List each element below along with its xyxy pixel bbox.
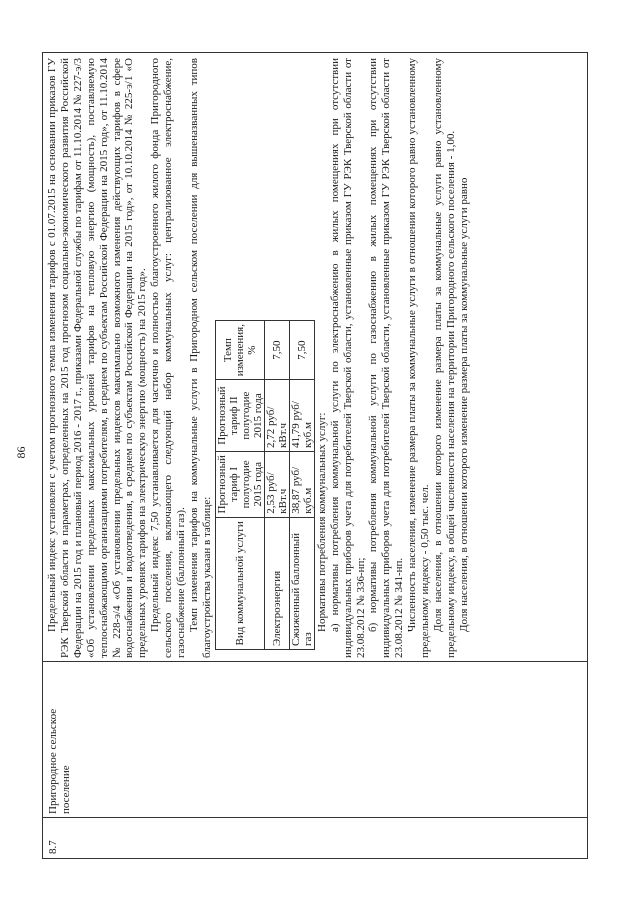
cell-rate: 7,50 — [289, 321, 314, 380]
header-service: Вид коммунальной услуги — [215, 517, 264, 649]
paragraph-index-basis: Предельный индекс установлен с учетом прогнозного темпа изменения тарифов с 01.07.2015 на основании приказов ГУ РЭК Тверской области в параметрах, определенных на 2015 год прогнозом социально-экономического развития Российской Федерации на 2015 год и плановый период 2016 - 2017 г., приказами Федеральной службы по тарифам от 11.10.2014 № 227-э/3 «Об установлении предельных максимальных уровней тарифов на тепловую энергию (мощность), поставляемую теплоснабжающими организациями потребителям, в среднем по субъектам Российской Федерации на 2015 год», от 11.10.2014 № 228-э/4 «Об установлении предельных индексов максимально возможного изменения действующих тарифов в сфере водоснабжения и водоотведения, в среднем по субъектам Российской Федерации на 2015 год», от 10.10.2014 № 225-э/1 «О предельных уровнях тарифов на электрическую энергию (мощность) на 2015 год». — [46, 58, 149, 658]
paragraph-norms-electricity: а) нормативы потребления коммунальной услуги по электроснабжению в жилых помещениях при отсутствии индивидуальных приборов учета для потребителей Тверской области, установленные приказом ГУ РЭК Тверской области от 23.08.2012 № 336-нп; — [328, 58, 367, 658]
settlement-name: Пригородное сельское поселение — [47, 708, 72, 814]
cell-service: Электроэнергия — [264, 517, 289, 649]
header-rate: Темп изменения, % — [215, 321, 264, 380]
row-number: 8.7 — [47, 840, 59, 854]
cell-service: Сжиженный баллонный газ — [289, 517, 314, 649]
paragraph-index-value: Предельный индекс 7,50 устанавливается для частично и полностью благоустроенного жилого фонда Пригородного сельского поселения, включающего следующий набор коммунальных услуг: централизованное электроснабжение, газоснабжение (баллонный газ). — [149, 58, 188, 658]
cell-tariff-h1: 2,53 руб/кВт.ч — [264, 451, 289, 517]
table-header-row — [215, 321, 264, 650]
paragraph-population-share-continued: Доля населения, в отношении которого изменение размера платы за коммунальные услуги равно — [457, 177, 470, 632]
paragraph-norms-title: Нормативы потребления коммунальных услуг: — [315, 412, 328, 632]
paragraph-table-intro: Темп изменения тарифов на коммунальные услуги в Пригородном сельском поселении для вышеназванных типов благоустройства указан в таблице: — [187, 58, 213, 658]
settlement-table — [42, 52, 588, 859]
column-divider — [43, 661, 587, 662]
page-number: 86 — [14, 446, 28, 459]
header-tariff-h1: Прогнозный тариф I полугодие 2015 года — [215, 451, 264, 517]
paragraph-population-share: Доля населения, в отношении которого изменение размера платы за коммунальные услуги равно установленному предельному индексу, в общей численности населения на территории Пригородного сельского поселения - 1,00. — [431, 58, 457, 658]
tariff-change-table — [215, 320, 315, 650]
paragraph-norms-gas: б) нормативы потребления коммунальной услуги по газоснабжению в жилых помещениях при отсутствии индивидуальных приборов учета для потребителей Тверской области, установленные приказом ГУ РЭК Тверской области от 23.08.2012 № 341-нп. — [367, 58, 406, 658]
cell-rate: 7,50 — [264, 321, 289, 380]
cell-tariff-h2: 41,79 руб/куб.м — [289, 380, 314, 452]
column-divider — [43, 817, 587, 818]
cell-tariff-h1: 38,87 руб/куб.м — [289, 451, 314, 517]
cell-tariff-h2: 2,72 руб/кВт.ч — [264, 380, 289, 452]
table-row — [264, 321, 289, 650]
header-tariff-h2: Прогнозный тариф II полугодие 2015 года — [215, 380, 264, 452]
row-content — [46, 58, 471, 658]
paragraph-population: Численность населения, изменение размера платы за коммунальные услуги в отношении которого равно установленному предельному индексу - 0,50 тыс. чел. — [406, 58, 432, 658]
table-row — [289, 321, 314, 650]
